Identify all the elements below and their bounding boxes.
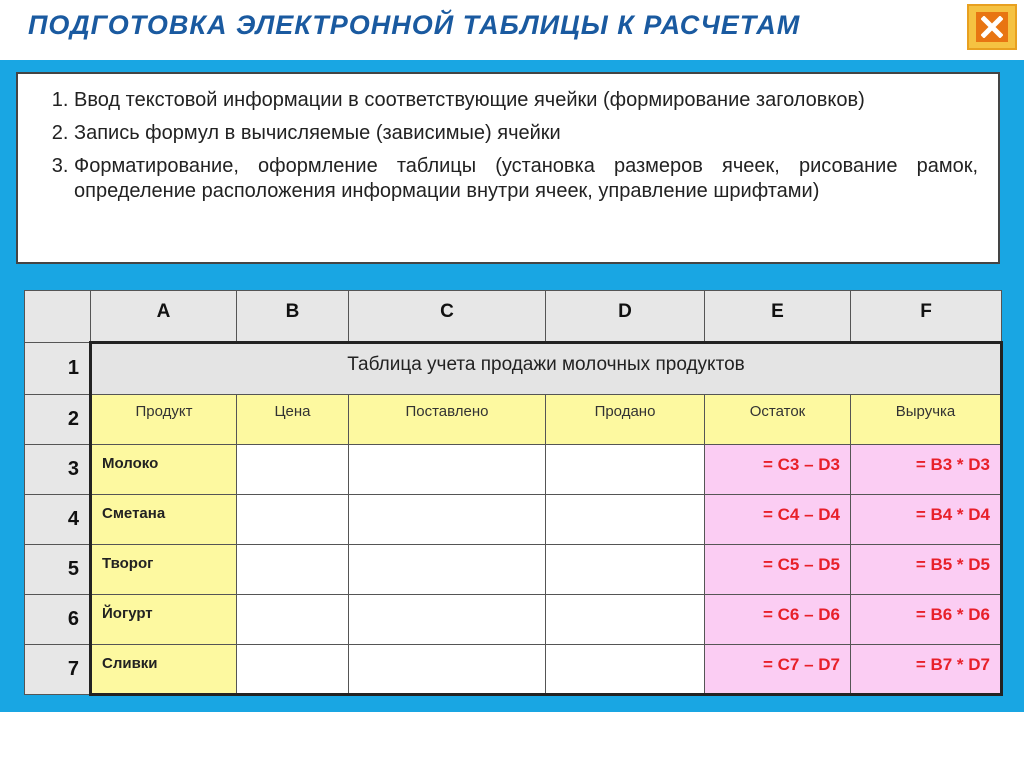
steps-box: [16, 72, 1000, 264]
remainder-formula-cell[interactable]: = C6 – D6: [705, 595, 851, 645]
header-cell-sold[interactable]: Продано: [546, 395, 705, 445]
row-header-6[interactable]: 6: [25, 595, 91, 645]
step-item: 3. Форматирование, оформление таблицы (установка размеров ячеек, рисование рамок, определение расположения информации внутри ячеек, управление шрифтами): [74, 154, 978, 204]
supplied-cell[interactable]: [349, 645, 546, 695]
supplied-cell[interactable]: [349, 545, 546, 595]
sold-cell[interactable]: [546, 595, 705, 645]
sold-cell[interactable]: [546, 445, 705, 495]
row-header-7[interactable]: 7: [25, 645, 91, 695]
price-cell[interactable]: [237, 645, 349, 695]
price-cell[interactable]: [237, 595, 349, 645]
row-header-3[interactable]: 3: [25, 445, 91, 495]
revenue-formula-cell[interactable]: = B3 * D3: [851, 445, 1002, 495]
row-header-5[interactable]: 5: [25, 545, 91, 595]
steps-list: [18, 74, 998, 204]
sold-cell[interactable]: [546, 545, 705, 595]
price-cell[interactable]: [237, 495, 349, 545]
column-header-f[interactable]: F: [851, 291, 1002, 343]
step-item: 1. Ввод текстовой информации в соответствующие ячейки (формирование заголовков): [74, 88, 978, 113]
spreadsheet-grid: [24, 290, 1003, 696]
product-cell[interactable]: Йогурт: [91, 595, 237, 645]
header-cell-product[interactable]: Продукт: [91, 395, 237, 445]
header-cell-remainder[interactable]: Остаток: [705, 395, 851, 445]
row-header-1[interactable]: 1: [25, 343, 91, 395]
header-cell-supplied[interactable]: Поставлено: [349, 395, 546, 445]
header-cell-revenue[interactable]: Выручка: [851, 395, 1002, 445]
product-cell[interactable]: Сметана: [91, 495, 237, 545]
product-cell[interactable]: Молоко: [91, 445, 237, 495]
header-cell-price[interactable]: Цена: [237, 395, 349, 445]
supplied-cell[interactable]: [349, 595, 546, 645]
price-cell[interactable]: [237, 545, 349, 595]
step-item: 2. Запись формул в вычисляемые (зависимые) ячейки: [74, 121, 978, 146]
row-header-2[interactable]: 2: [25, 395, 91, 445]
revenue-formula-cell[interactable]: = B4 * D4: [851, 495, 1002, 545]
column-header-e[interactable]: E: [705, 291, 851, 343]
column-header-a[interactable]: A: [91, 291, 237, 343]
column-header-b[interactable]: B: [237, 291, 349, 343]
remainder-formula-cell[interactable]: = C3 – D3: [705, 445, 851, 495]
remainder-formula-cell[interactable]: = C5 – D5: [705, 545, 851, 595]
sold-cell[interactable]: [546, 495, 705, 545]
revenue-formula-cell[interactable]: = B7 * D7: [851, 645, 1002, 695]
grid-corner[interactable]: [25, 291, 91, 343]
price-cell[interactable]: [237, 445, 349, 495]
revenue-formula-cell[interactable]: = B6 * D6: [851, 595, 1002, 645]
table-title-cell[interactable]: Таблица учета продажи молочных продуктов: [91, 343, 1002, 395]
product-cell[interactable]: Сливки: [91, 645, 237, 695]
remainder-formula-cell[interactable]: = C7 – D7: [705, 645, 851, 695]
page-title: ПОДГОТОВКА ЭЛЕКТРОННОЙ ТАБЛИЦЫ К РАСЧЕТАМ: [28, 10, 801, 40]
row-header-4[interactable]: 4: [25, 495, 91, 545]
supplied-cell[interactable]: [349, 445, 546, 495]
supplied-cell[interactable]: [349, 495, 546, 545]
close-icon: [976, 12, 1008, 42]
remainder-formula-cell[interactable]: = C4 – D4: [705, 495, 851, 545]
product-cell[interactable]: Творог: [91, 545, 237, 595]
column-header-c[interactable]: C: [349, 291, 546, 343]
sold-cell[interactable]: [546, 645, 705, 695]
revenue-formula-cell[interactable]: = B5 * D5: [851, 545, 1002, 595]
close-button[interactable]: [967, 4, 1017, 50]
column-header-d[interactable]: D: [546, 291, 705, 343]
